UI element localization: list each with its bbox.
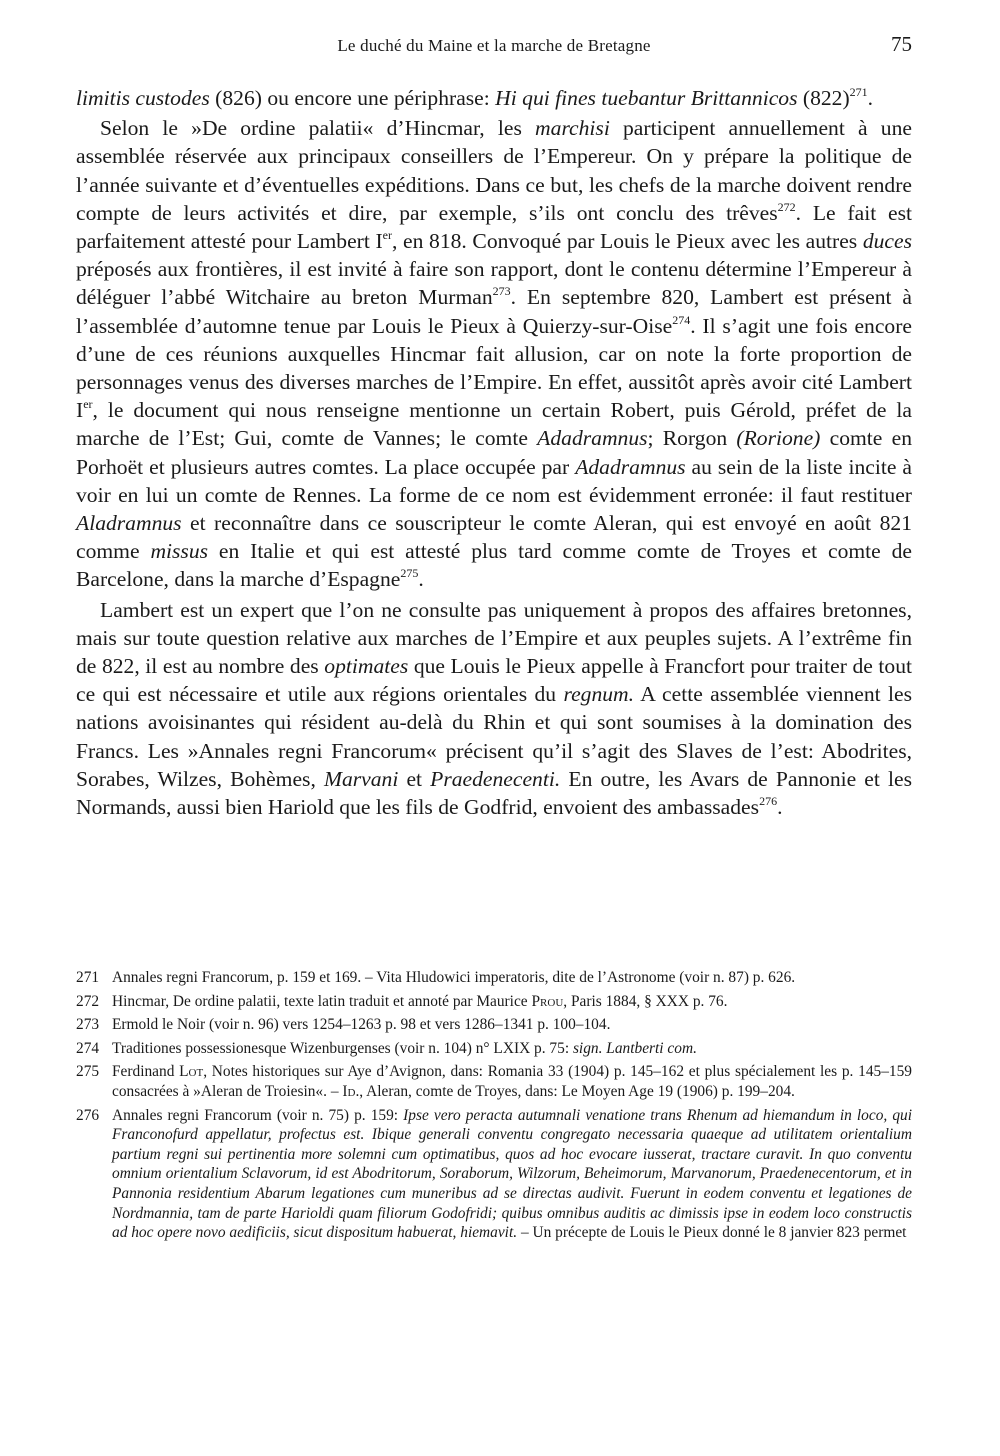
italic-term: Adadramnus	[537, 426, 648, 451]
footnote-number: 272	[76, 992, 100, 1010]
text-segment: (826) ou encore une périphrase:	[209, 86, 496, 110]
footnote-271	[76, 968, 912, 988]
footnote-ref-275[interactable]: 275	[400, 566, 419, 581]
text-segment: .	[777, 795, 783, 820]
italic-term: (Rorione)	[736, 426, 821, 451]
italic-term: missus	[150, 539, 209, 564]
italic-term: Marvani	[323, 766, 399, 791]
italic-term: duces	[862, 229, 912, 254]
text-segment: Selon le »De ordine palatii« d’Hincmar, les	[100, 116, 536, 141]
footnote-ref-273[interactable]: 273	[492, 284, 511, 299]
footnote-number: 276	[76, 1106, 100, 1124]
latin-quote: Ipse vero peracta autumnali venatione trans Rhenum ad hiemandum in loco, qui Franconofurd appellatur, profectus est. Ibique generali conventu congregato necessaria quaeque ad utilitatem orientalium partium regni sui pertinentia more solemni cum optimatibus, quos ad hoc evocare iusserat, tractare curavit. In quo conventu omnium orientalium Sclavorum, id est Abodritorum, Soraborum, Wilzorum, Beheimorum, Marvanorum, Praedenecentorum, et in Pannonia residentium Abarum legationes cum muneribus ad se directas audivit. Fuerunt in eodem conventu et legationes de Nordmannia, tam de parte Harioldi quam filiorum Godofridi; quibus omnibus auditis ac dimissis ipse in eodem loco constructis ad hoc opere novo aedificiis, sicut dispositum habuerat, hiemavit.	[112, 1106, 913, 1242]
body-text	[76, 84, 912, 821]
footnote-273	[76, 1015, 912, 1035]
latin-phrase: Hi qui fines tuebantur Brittannicos	[495, 86, 798, 110]
footnote-number: 271	[76, 969, 100, 986]
paragraph-3	[76, 596, 912, 822]
footnote-number: 273	[76, 1016, 100, 1034]
text-segment: En outre, les Avars de Pannonie et les Normands, aussi bien Hariold que les fils de Godfrid, envoient des ambassades	[76, 766, 912, 820]
footnote-number: 274	[76, 1039, 100, 1057]
text-segment: – Un précepte de Louis le Pieux donné le 8 janvier 823 permet	[517, 1224, 907, 1242]
footnote-number: 275	[76, 1063, 100, 1081]
footnote-text	[112, 1106, 912, 1243]
text-segment: .	[867, 86, 874, 110]
running-title: Le duché du Maine et la marche de Bretagne	[337, 36, 651, 55]
text-segment: , le document qui nous renseigne mentionne un certain Robert, puis Gérold, préfet de la marche de l’Est; Gui, comte de Vannes; le comte	[76, 398, 912, 451]
page-number: 75	[891, 32, 912, 56]
text-segment: , en 818. Convoqué par Louis le Pieux avec les autres	[392, 229, 863, 254]
italic-term: regnum.	[563, 682, 635, 707]
text-segment: , Aleran, comte de Troyes, dans: Le Moyen Age 19 (1906) p. 199–204.	[359, 1082, 795, 1100]
latin-quote: sign. Lantberti com.	[572, 1039, 697, 1057]
text-segment: et	[398, 766, 431, 791]
text-segment: Annales regni Francorum (voir n. 75) p. 159:	[112, 1106, 404, 1124]
text-segment: préposés aux frontières, il est invité à faire son rapport, dont le contenu détermine l’Empereur à déléguer l’abbé Witchaire au breton Murman	[76, 257, 912, 310]
text-segment: comte en Porhoët et plusieurs autres comtes. La place occupée par	[76, 426, 913, 479]
text-segment: participent annuellement à une assemblée réservée aux principaux conseillers de l’Empereur. On y prépare la politique de l’année suivante et d’éventuelles expéditions. Dans ce but, les chefs de la marche doivent rendre compte de leurs activités et dire, par exemple, s’ils ont conclu des trêves	[76, 116, 912, 225]
footnote-ref-276[interactable]: 276	[759, 794, 778, 809]
italic-term: Praedenecenti.	[430, 766, 561, 791]
latin-phrase: limitis custodes	[76, 86, 210, 110]
author-name: Id.	[342, 1082, 360, 1100]
page-header	[76, 32, 912, 60]
footnote-text	[112, 992, 912, 1012]
text-segment: .	[418, 567, 424, 592]
text-segment: . Le fait est parfaitement attesté pour Lambert I	[76, 200, 912, 254]
text-segment: Lambert est un expert que l’on ne consulte pas uniquement à propos des affaires bretonnes, mais sur toute question relative aux marches de l’Empire et aux peuples sujets. A l’extrême fin de 822, il est au nombre des	[76, 597, 912, 679]
paragraph-2	[76, 114, 912, 593]
text-segment: Traditiones possessionesque Wizenburgenses (voir n. 104) n° LXIX p. 75:	[112, 1039, 573, 1057]
text-segment: , Notes historiques sur Aye d’Avignon, dans: Romania 33 (1904) p. 145–162 et plus spécialement les p. 145–159 consacrées à »Aleran de Troiesin«. –	[112, 1063, 912, 1100]
author-name: Prou	[531, 992, 564, 1010]
author-name: Lot	[179, 1063, 204, 1081]
italic-term: Aladramnus	[76, 511, 182, 536]
footnote-text	[112, 1039, 912, 1059]
text-segment: (822)	[797, 86, 850, 110]
text-segment: au sein de la liste incite à voir en lui un comte de Rennes. La forme de ce nom est évidemment erronée: il faut restituer	[76, 454, 912, 507]
text-segment: . Il s’agit une fois encore d’une de ces réunions auxquelles Hincmar fait allusion, car on note la forte proportion de personnages venus des diverses marches de l’Empire. En effet, aussitôt après avoir cité Lambert I	[76, 313, 912, 423]
footnote-ref-271[interactable]: 271	[849, 85, 868, 99]
text-segment: . En septembre 820, Lambert est présent à l’assemblée d’automne tenue par Louis le Pieux à Quierzy-sur-Oise	[76, 285, 912, 338]
footnote-276	[76, 1106, 912, 1243]
footnote-ref-272[interactable]: 272	[777, 199, 796, 214]
footnote-text	[112, 1062, 912, 1101]
italic-term: marchisi	[535, 116, 610, 141]
text-segment: et reconnaître dans ce souscripteur le comte Aleran, qui est envoyé en août 821 comme	[76, 511, 912, 564]
text-segment: , Paris 1884, § XXX p. 76.	[563, 992, 728, 1010]
paragraph-1	[76, 84, 912, 112]
footnote-274	[76, 1039, 912, 1059]
footnote-text: Annales regni Francorum, p. 159 et 169. – Vita Hludowici imperatoris, dite de l’Astronome (voir n. 87) p. 626.	[112, 969, 796, 986]
text-segment: que Louis le Pieux appelle à Francfort pour traiter de tout ce qui est nécessaire et utile aux régions orientales du	[76, 654, 912, 707]
italic-term: optimates	[324, 654, 409, 679]
footnote-text: Ermold le Noir (voir n. 96) vers 1254–1263 p. 98 et vers 1286–1341 p. 100–104.	[112, 1016, 611, 1034]
footnote-272	[76, 992, 912, 1012]
ordinal-superscript: er	[83, 397, 93, 412]
text-segment: A cette assemblée viennent les nations avoisinantes qui résident au-delà du Rhin et qui sont soumises à la domination des Francs. Les »Annales regni Francorum« précisent qu’il s’agit des Slaves de l’est: Abodrites, Sorabes, Wilzes, Bohèmes,	[76, 682, 912, 791]
footnotes	[76, 968, 912, 1247]
text-segment: Hincmar, De ordine palatii, texte latin traduit et annoté par Maurice	[112, 992, 532, 1010]
italic-term: Adadramnus	[575, 454, 686, 479]
footnote-275	[76, 1062, 912, 1101]
text-segment: ; Rorgon	[647, 426, 737, 451]
text-segment: Ferdinand	[112, 1063, 180, 1081]
text-segment: en Italie et qui est attesté plus tard comme comte de Troyes et comte de Barcelone, dans la marche d’Espagne	[76, 539, 912, 592]
footnote-ref-274[interactable]: 274	[672, 312, 691, 327]
ordinal-superscript: er	[382, 228, 392, 243]
